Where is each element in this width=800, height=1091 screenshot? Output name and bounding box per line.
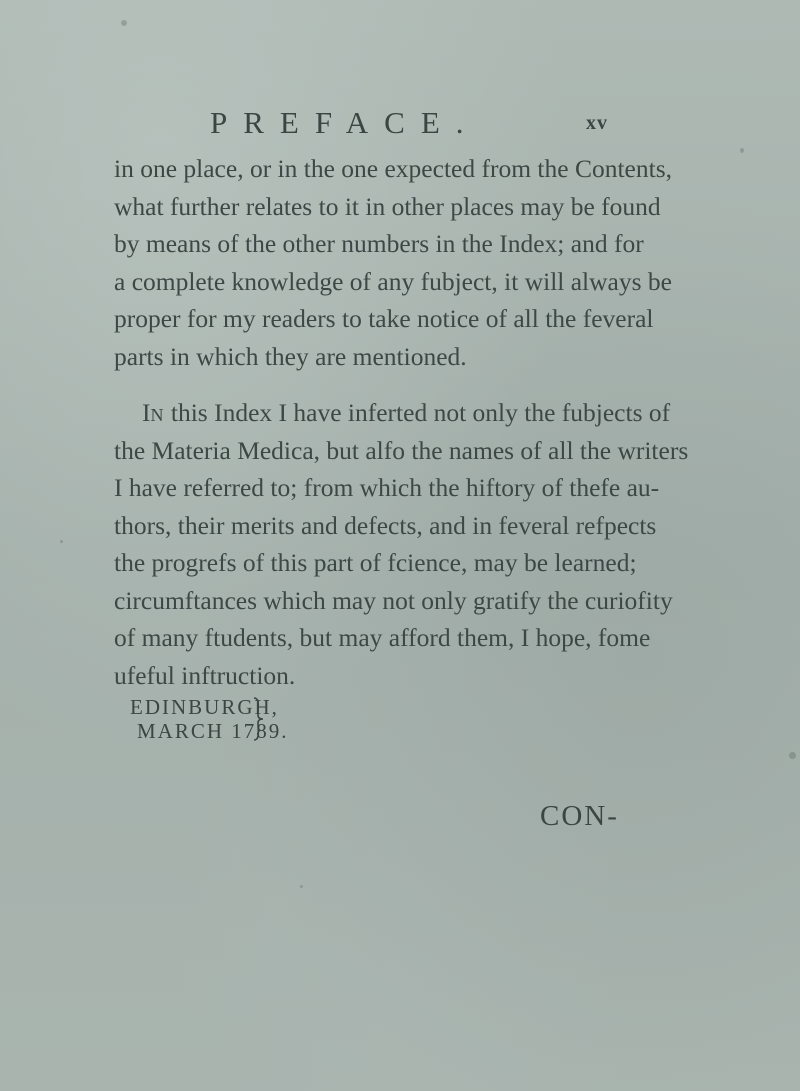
paper-speck bbox=[740, 148, 744, 153]
opening-word-smallcaps: N bbox=[150, 405, 165, 425]
text-line: what further relates to it in other places may be found bbox=[114, 191, 661, 221]
paragraph-gap bbox=[114, 375, 634, 394]
text-line: by means of the other numbers in the Index; and for bbox=[114, 229, 644, 258]
text-line: a complete knowledge of any fubject, it will always be bbox=[114, 266, 672, 296]
preface-body bbox=[114, 150, 689, 694]
signoff-block bbox=[130, 695, 290, 743]
paper-speck bbox=[789, 752, 796, 759]
text-line: of many ftudents, but may afford them, I hope, fome bbox=[114, 623, 651, 652]
page-number: xv bbox=[586, 112, 608, 134]
text-line-opening bbox=[114, 394, 671, 432]
signoff-place: EDINBURGH, bbox=[130, 695, 279, 719]
running-head-title: PREFACE. bbox=[210, 105, 480, 140]
text-line: parts in which they are mentioned. bbox=[114, 341, 467, 371]
paragraph-1 bbox=[114, 150, 672, 375]
text-line: proper for my readers to take notice of all the feveral bbox=[114, 304, 654, 333]
opening-line-text: this Index I have inferted not only the fubjects of bbox=[164, 398, 671, 427]
text-line: the Materia Medica, but alfo the names of all the writers bbox=[114, 435, 689, 465]
text-line: circumftances which may not only gratify the curiofity bbox=[114, 585, 673, 615]
paragraph-2 bbox=[114, 394, 689, 694]
paper-speck bbox=[121, 20, 127, 26]
catchword: CON- bbox=[540, 800, 619, 832]
text-line: thors, their merits and defects, and in feveral refpects bbox=[114, 510, 657, 540]
text-line: in one place, or in the one expected from the Contents, bbox=[114, 154, 672, 183]
text-line: I have referred to; from which the hiftory of thefe au- bbox=[114, 473, 660, 502]
opening-word-initial: I bbox=[142, 398, 151, 427]
paper-speck bbox=[300, 885, 303, 888]
running-head bbox=[210, 104, 630, 144]
brace-icon bbox=[252, 697, 264, 741]
text-line: the progrefs of this part of fcience, may be learned; bbox=[114, 548, 637, 577]
signoff-date: MARCH 1789. bbox=[137, 719, 289, 743]
paper-speck bbox=[60, 540, 63, 543]
text-line: ufeful inftruction. bbox=[114, 660, 296, 690]
